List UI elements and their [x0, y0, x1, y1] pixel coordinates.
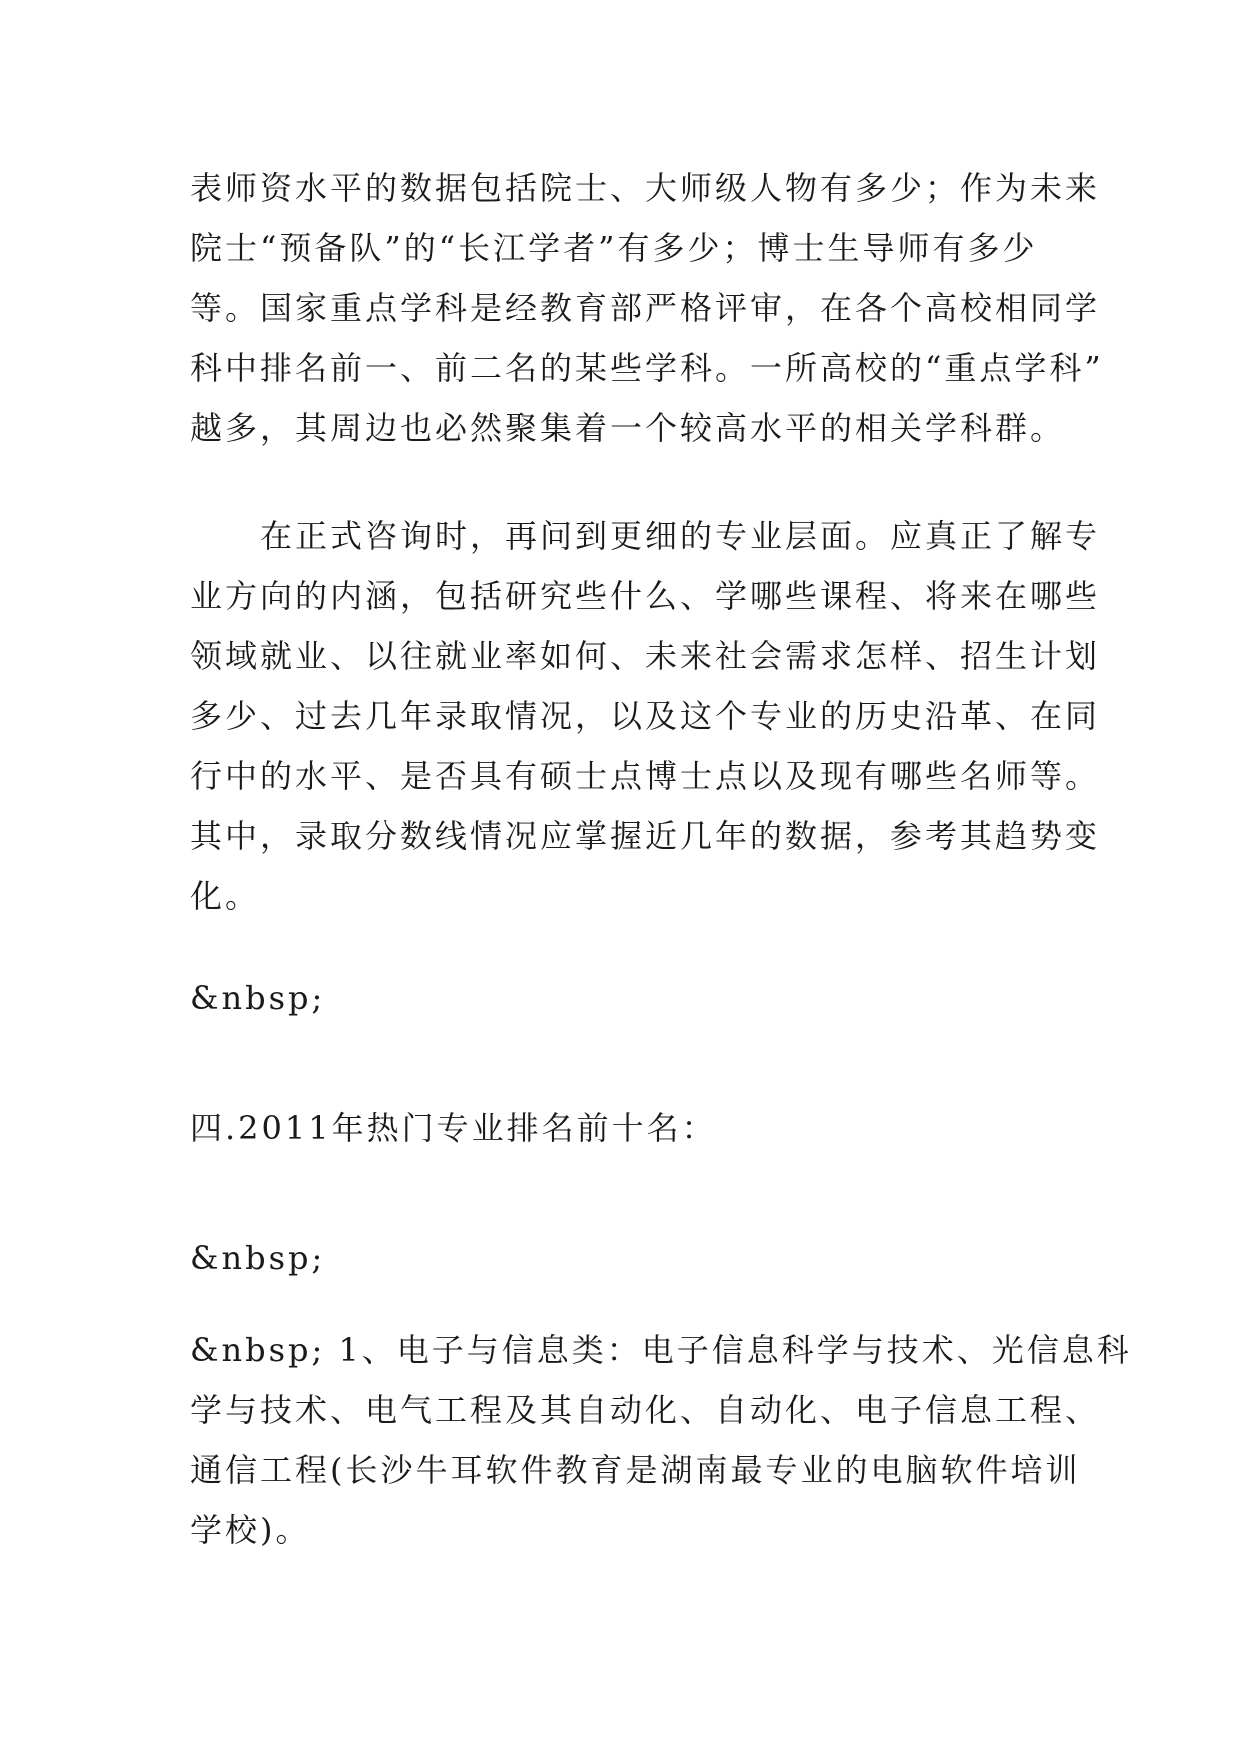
text-line: 等。国家重点学科是经教育部严格评审，在各个高校相同学: [190, 289, 1101, 327]
text-line: 通信工程(长沙牛耳软件教育是湖南最专业的电脑软件培训: [190, 1451, 1081, 1489]
list-item-electronics: [190, 1320, 1132, 1560]
text-line: 业方向的内涵，包括研究些什么、学哪些课程、将来在哪些: [190, 577, 1101, 615]
text-line: 其中，录取分数线情况应掌握近几年的数据，参考其趋势变: [190, 817, 1101, 855]
text-line: 多少、过去几年录取情况，以及这个专业的历史沿革、在同: [190, 697, 1101, 735]
text-line: 表师资水平的数据包括院士、大师级人物有多少；作为未来: [190, 169, 1101, 207]
text-line: 越多，其周边也必然聚集着一个较高水平的相关学科群。: [190, 409, 1066, 447]
text-line: 在正式咨询时，再问到更细的专业层面。应真正了解专: [190, 517, 1101, 555]
text-line: 行中的水平、是否具有硕士点博士点以及现有哪些名师等。: [190, 757, 1101, 795]
text-line: &nbsp;: [190, 1239, 326, 1277]
text-line: 化。: [190, 877, 261, 915]
heading-text: 四.2011年热门专业排名前十名：: [190, 1109, 717, 1147]
text-line: &nbsp;: [190, 979, 326, 1017]
section-heading: [190, 1098, 1070, 1158]
text-line: 领域就业、以往就业率如何、未来社会需求怎样、招生计划: [190, 637, 1101, 675]
text-line: 科中排名前一、前二名的某些学科。一所高校的“重点学科”: [190, 349, 1104, 387]
text-line: 学校)。: [190, 1511, 311, 1549]
text-line: 院士“预备队”的“长江学者”有多少；博士生导师有多少: [190, 229, 1038, 267]
paragraph-nbsp: [190, 1228, 1070, 1288]
text-line: 学与技术、电气工程及其自动化、自动化、电子信息工程、: [190, 1391, 1101, 1429]
paragraph-consultation: [190, 506, 1101, 926]
paragraph-nbsp: [190, 968, 1070, 1028]
paragraph-faculty-strength: [190, 158, 1104, 458]
text-line: &nbsp; 1、电子与信息类：电子信息科学与技术、光信息科: [190, 1331, 1132, 1369]
